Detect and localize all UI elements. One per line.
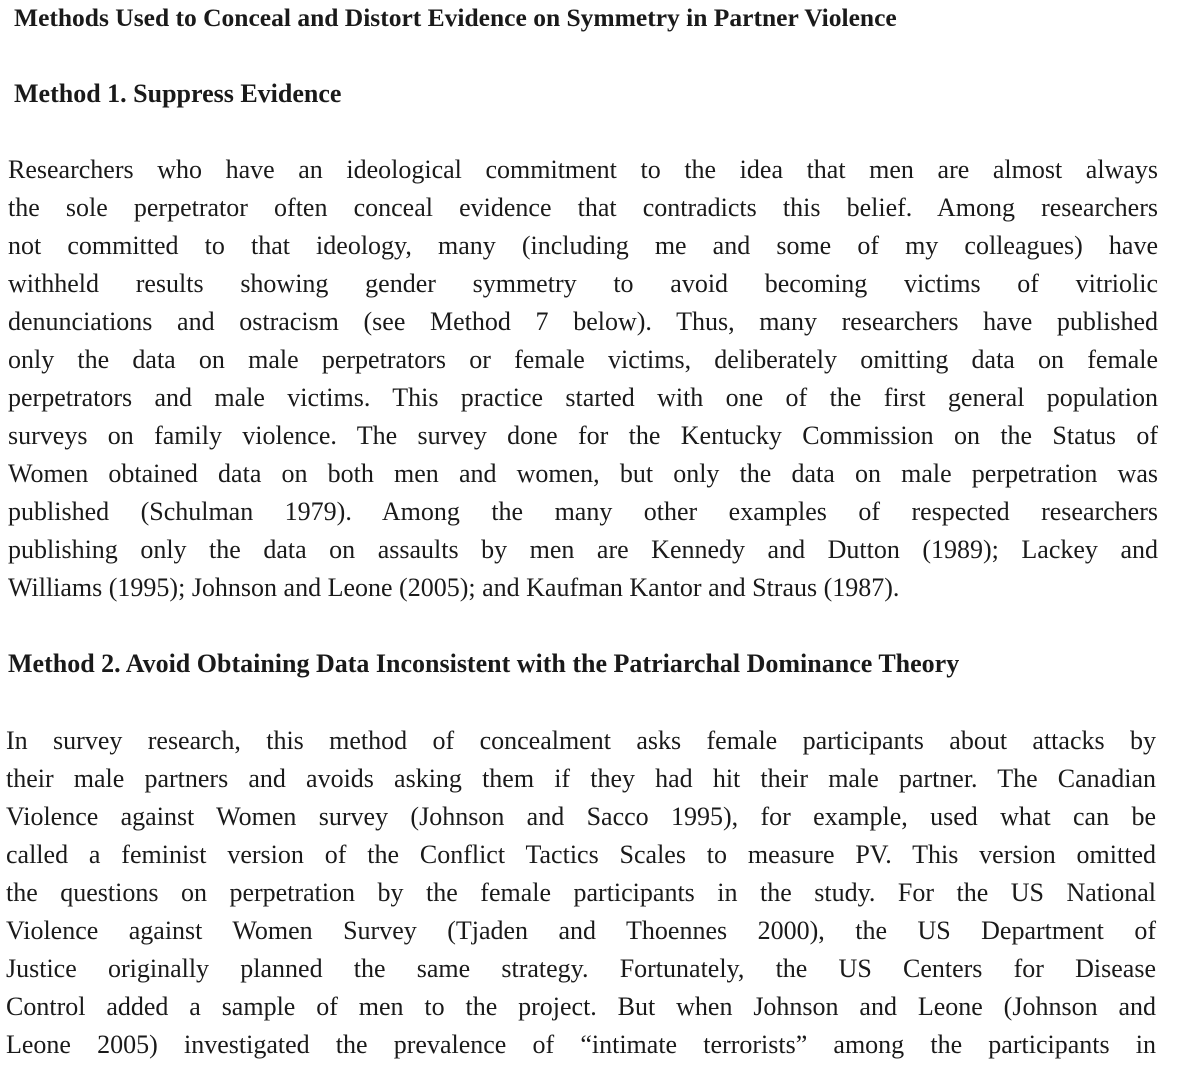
- text-line: the sole perpetrator often conceal evidence that contradicts this belief. Among researchers: [8, 193, 1158, 222]
- text-line: Violence against Women Survey (Tjaden and Thoennes 2000), the US Department of: [6, 916, 1156, 945]
- text-line: publishing only the data on assaults by men are Kennedy and Dutton (1989); Lackey and: [8, 535, 1158, 564]
- text-line: Williams (1995); Johnson and Leone (2005); and Kaufman Kantor and Straus (1987).: [8, 573, 900, 602]
- text-line: withheld results showing gender symmetry to avoid becoming victims of vitriolic: [8, 269, 1158, 298]
- text-line: Violence against Women survey (Johnson and Sacco 1995), for example, used what can be: [6, 802, 1156, 831]
- text-line: denunciations and ostracism (see Method 7 below). Thus, many researchers have published: [8, 307, 1158, 336]
- paragraph-method-1: [8, 151, 1158, 607]
- text-line: Justice originally planned the same strategy. Fortunately, the US Centers for Disease: [6, 954, 1156, 983]
- text-line: not committed to that ideology, many (including me and some of my colleagues) have: [8, 231, 1158, 260]
- text-line: Control added a sample of men to the project. But when Johnson and Leone (Johnson and: [6, 992, 1156, 1021]
- text-line: perpetrators and male victims. This practice started with one of the first general population: [8, 383, 1158, 412]
- text-line: called a feminist version of the Conflict Tactics Scales to measure PV. This version omitted: [6, 840, 1156, 869]
- text-line: Researchers who have an ideological commitment to the idea that men are almost always: [8, 155, 1158, 184]
- text-line: surveys on family violence. The survey done for the Kentucky Commission on the Status of: [8, 421, 1158, 450]
- text-line: only the data on male perpetrators or female victims, deliberately omitting data on female: [8, 345, 1158, 374]
- text-line: In survey research, this method of concealment asks female participants about attacks by: [6, 726, 1156, 755]
- text-line: Women obtained data on both men and women, but only the data on male perpetration was: [8, 459, 1158, 488]
- text-line: the questions on perpetration by the female participants in the study. For the US National: [6, 878, 1156, 907]
- section-heading-method-2: Method 2. Avoid Obtaining Data Inconsistent with the Patriarchal Dominance Theory: [8, 649, 960, 678]
- text-line: their male partners and avoids asking them if they had hit their male partner. The Canadian: [6, 764, 1156, 793]
- paragraph-method-2: [6, 722, 1156, 1064]
- text-line: published (Schulman 1979). Among the many other examples of respected researchers: [8, 497, 1158, 526]
- text-line: Leone 2005) investigated the prevalence of “intimate terrorists” among the participants in: [6, 1030, 1156, 1059]
- section-heading-method-1: Method 1. Suppress Evidence: [14, 79, 342, 108]
- document-title: Methods Used to Conceal and Distort Evidence on Symmetry in Partner Violence: [14, 3, 897, 32]
